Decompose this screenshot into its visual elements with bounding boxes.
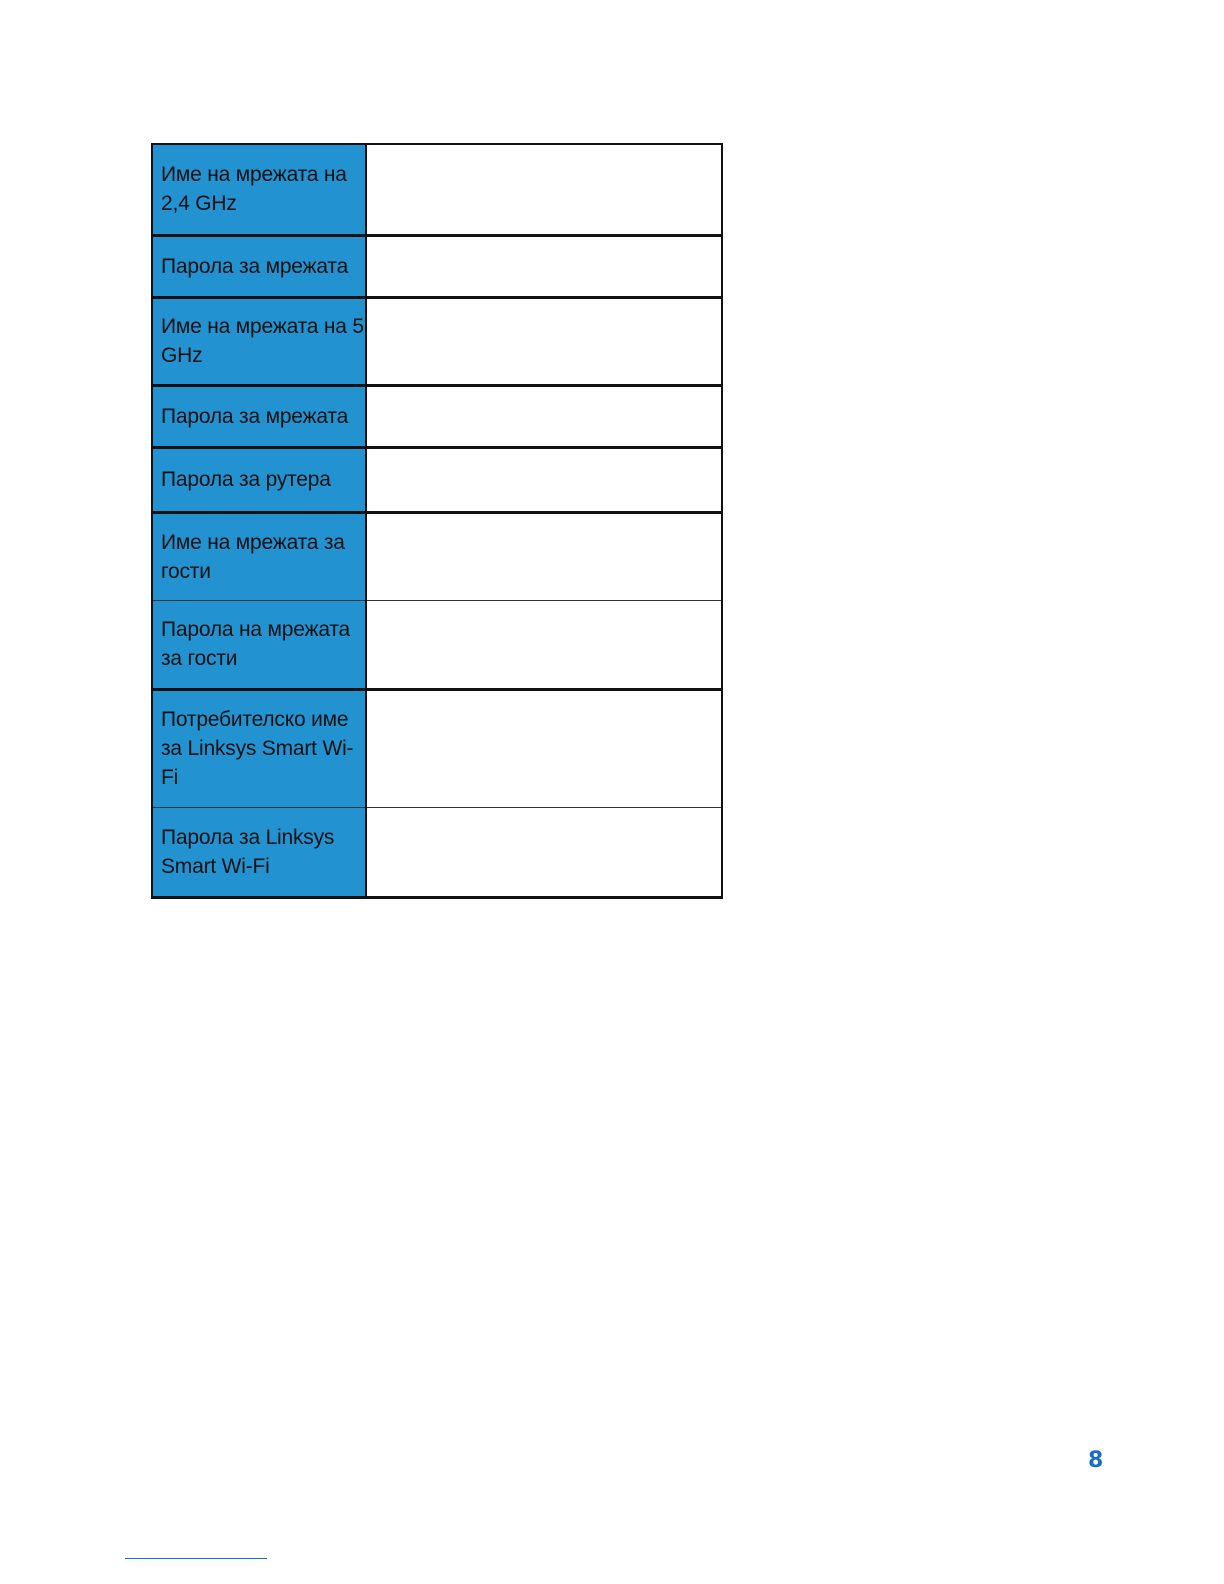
- table-row: [152, 235, 722, 297]
- row-value[interactable]: [366, 512, 722, 600]
- table-row: [152, 297, 722, 385]
- footnote-divider: [125, 1558, 267, 1559]
- row-value[interactable]: [366, 600, 722, 689]
- row-value[interactable]: [366, 807, 722, 897]
- row-label: Име на мрежата на 5 GHz: [152, 297, 366, 385]
- table-row: [152, 807, 722, 897]
- table-row: [152, 689, 722, 807]
- row-value[interactable]: [366, 689, 722, 807]
- row-value[interactable]: [366, 447, 722, 512]
- table-row: [152, 144, 722, 235]
- row-label: Парола за Linksys Smart Wi-Fi: [152, 807, 366, 897]
- row-value[interactable]: [366, 235, 722, 297]
- table-row: [152, 600, 722, 689]
- table-row: [152, 512, 722, 600]
- row-label: Име на мрежата за гости: [152, 512, 366, 600]
- row-label: Име на мрежата на 2,4 GHz: [152, 144, 366, 235]
- table-row: [152, 447, 722, 512]
- row-value[interactable]: [366, 385, 722, 447]
- row-value[interactable]: [366, 144, 722, 235]
- row-value[interactable]: [366, 297, 722, 385]
- row-label: Потребителско име за Linksys Smart Wi-Fi: [152, 689, 366, 807]
- row-label: Парола за мрежата: [152, 385, 366, 447]
- row-label: Парола за мрежата: [152, 235, 366, 297]
- page-number: 8: [1088, 1448, 1104, 1473]
- network-info-table: [151, 143, 723, 899]
- row-label: Парола на мрежата за гости: [152, 600, 366, 689]
- table-row: [152, 385, 722, 447]
- row-label: Парола за рутера: [152, 447, 366, 512]
